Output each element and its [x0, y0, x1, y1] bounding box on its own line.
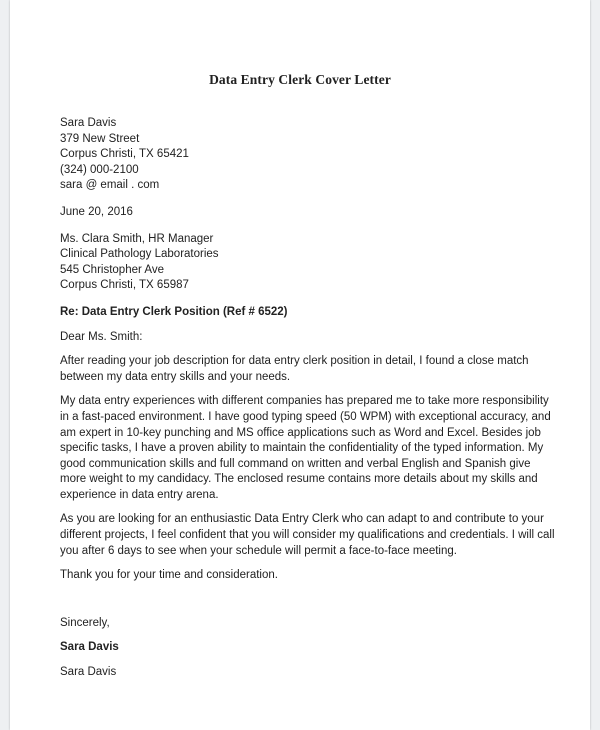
paragraph-line: between my data entry skills and your needs.	[60, 370, 291, 383]
paragraph-line: good communication skills and full command on written and verbal English and Spanish give	[60, 457, 531, 470]
sender-phone: (324) 000-2100	[60, 163, 139, 176]
paragraph	[60, 354, 550, 385]
recipient-city: Corpus Christi, TX 65987	[60, 279, 189, 292]
paragraph-line: you after 6 days to see when your schedule will permit a face-to-face meeting.	[60, 544, 457, 557]
sender-email: sara @ email . com	[60, 179, 160, 192]
paragraph	[60, 394, 550, 503]
subject-line: Re: Data Entry Clerk Position (Ref # 6522)	[60, 305, 288, 318]
typed-name: Sara Davis	[60, 666, 117, 679]
paragraph-line: am expert in 10-key punching and MS office applications such as Word and Excel. Besides job	[60, 426, 541, 439]
paragraph-line: My data entry experiences with different companies has prepared me to take more responsibility	[60, 395, 549, 408]
sender-name: Sara Davis	[60, 117, 117, 129]
sender-street: 379 New Street	[60, 132, 140, 145]
recipient-street: 545 Christopher Ave	[60, 263, 164, 276]
salutation: Dear Ms. Smith:	[60, 330, 143, 343]
recipient-name: Ms. Clara Smith, HR Manager	[60, 232, 214, 245]
letter-body	[60, 116, 555, 681]
paragraph-line: experience in data entry arena.	[60, 488, 219, 501]
paragraph	[60, 512, 555, 559]
paragraph-line: Thank you for your time and consideration.	[60, 569, 278, 582]
signature-name: Sara Davis	[60, 641, 119, 654]
recipient-company: Clinical Pathology Laboratories	[60, 248, 219, 261]
recipient-block	[60, 232, 550, 294]
letter-date: June 20, 2016	[60, 205, 133, 218]
letter-paragraphs	[60, 345, 555, 584]
paragraph-line: more weight to my candidacy. The enclosed resume contains more details about my skills and	[60, 473, 538, 486]
closing: Sincerely,	[60, 616, 110, 629]
paragraph	[60, 568, 550, 584]
sender-city: Corpus Christi, TX 65421	[60, 148, 189, 161]
sender-block	[60, 116, 550, 194]
paragraph-line: As you are looking for an enthusiastic Data Entry Clerk who can adapt to and contribute to your	[60, 513, 544, 526]
paragraph-line: specific tasks, I have a proven ability to maintain the confidentiality of the typed information. My	[60, 442, 544, 455]
letter-page	[10, 0, 590, 730]
paragraph-line: in a fast-paced environment. I have good typing speed (50 WPM) with exceptional accuracy, and	[60, 410, 551, 423]
paragraph-line: different projects, I feel confident that you will consider my qualifications and credentials. I will call	[60, 529, 555, 542]
document-title: Data Entry Clerk Cover Letter	[209, 72, 391, 87]
paragraph-line: After reading your job description for data entry clerk position in detail, I found a close match	[60, 355, 529, 368]
